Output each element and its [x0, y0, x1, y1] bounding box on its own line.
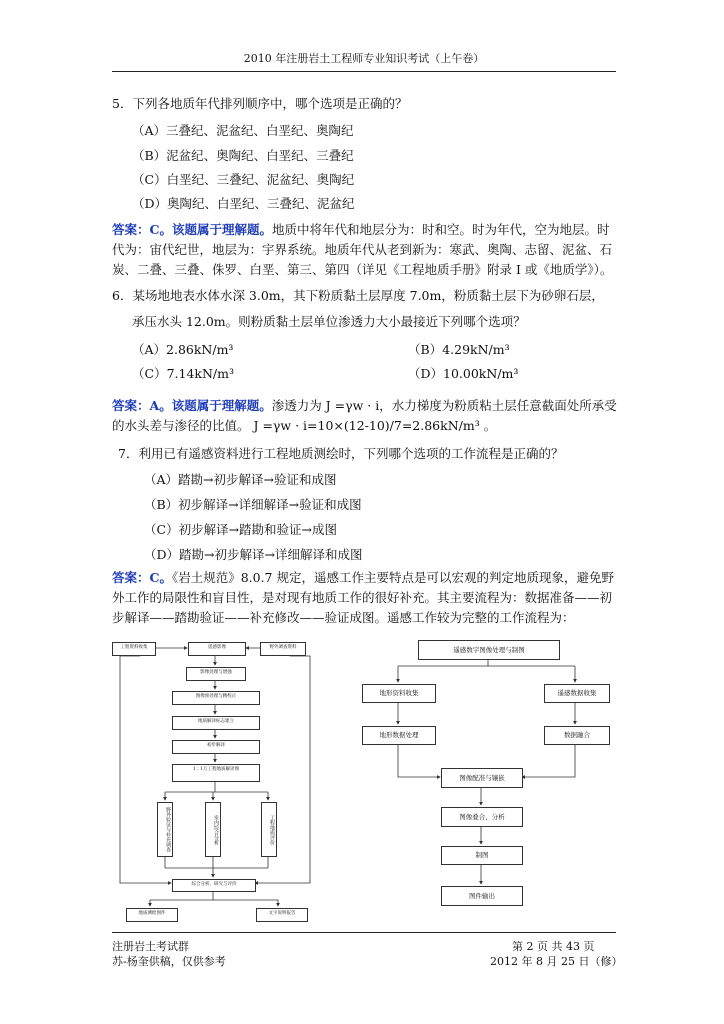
- q6-answer-label: 答案：A。该题属于理解题。: [112, 398, 272, 413]
- q7-stem: 7．利用已有遥感资料进行工程地质测绘时，下列哪个选项的工作流程是正确的？: [118, 446, 564, 461]
- q6-option-c: （C）7.14kN/m³: [132, 366, 234, 381]
- q7-answer-label: 答案：C。: [112, 570, 172, 585]
- right-chain-4: 图件输出: [441, 886, 523, 906]
- q6-answer-line2: 的水头差与渗径的比值。 J =γw · i=10×(12-10)/7=2.86kN/m³ 。: [112, 418, 497, 433]
- footer-page-number: 第 2 页 共 43 页: [512, 940, 595, 953]
- q7-option-d: （D）踏勘→初步解译→详细解译和成图: [144, 547, 363, 562]
- q6-stem-line1: 6．某场地地表水体水深 3.0m，其下粉质黏土层厚度 7.0m，粉质黏土层下为砂卵石层，: [112, 288, 604, 303]
- q7-option-b: （B）初步解译→详细解译→验证和成图: [144, 497, 362, 512]
- left-top-box-3: 野外调查资料: [260, 642, 306, 656]
- left-column-2: 室内综合分析: [205, 802, 221, 857]
- left-top-box-2: 遥感影像: [188, 642, 246, 656]
- right-edge-r3: [522, 744, 575, 777]
- q7-option-c: （C）初步解译→踏勘和验证→成图: [144, 522, 338, 537]
- left-edge-out2: [213, 900, 278, 906]
- q5-answer-label: 答案：C。该题属于理解题。: [112, 222, 272, 237]
- left-edge-out1: [150, 891, 213, 906]
- q7-answer-text: 《岩土规范》8.0.7 规定，遥感工作主要特点是可以宏观的判定地质现象，避免野外工作的局限性和盲目性，是对现有地质工作的很好补充。其主要流程为：数据准备——初步解译——踏勘验证——补充修改——验证成图。遥感工作较为完整的工作流程为：: [112, 570, 614, 625]
- left-step-4: 初步解译: [172, 740, 260, 754]
- q5-option-c: （C）白垩纪、三叠纪、泥盆纪、奥陶纪: [132, 172, 355, 187]
- q5-option-a: （A）三叠纪、泥盆纪、白垩纪、奥陶纪: [132, 123, 354, 138]
- left-column-3: 工程地质评价: [261, 802, 277, 857]
- left-column-1: 野外验证与补充调查: [157, 802, 173, 857]
- q6-option-b: （B）4.29kN/m³: [408, 342, 510, 357]
- q6-option-a: （A）2.86kN/m³: [132, 342, 234, 357]
- left-step-5: 1∶1万工程地质解译图: [172, 764, 260, 782]
- right-chain-2: 图像叠合、分析: [441, 807, 523, 827]
- footer-left-1: 注册岩土考试群: [112, 940, 189, 953]
- left-top-box-1: 工程资料收集: [112, 642, 156, 656]
- left-merge-box: 综合分析、研究与评价: [172, 879, 256, 892]
- left-step-1: 影像处理与增强: [186, 667, 246, 681]
- q6-stem-line2: 承压水头 12.0m。则粉质黏土层单位渗透力大小最接近下列哪个选项？: [132, 314, 526, 329]
- right-chain-3: 制图: [441, 846, 523, 865]
- q6-option-d: （D）10.00kN/m³: [408, 366, 519, 381]
- right-edge-l3: [398, 744, 440, 777]
- left-step-2: 图像预处理与精校正: [172, 691, 260, 705]
- footer-date: 2012 年 8 月 25 日（修）: [490, 955, 623, 968]
- right-right-box-2: 数据融合: [544, 726, 610, 745]
- q5-answer-text: 地质中将年代和地层分为：时和空。时为年代，空为地层。时代为：宙代纪世，地层为：宇界系统。地质年代从老到新为：寒武、奥陶、志留、泥盆、石炭、二叠、三叠、侏罗、白垩、第三、第四（详见《工程地质手册》附录 I 或《地质学》）。: [112, 222, 613, 277]
- q5-option-d: （D）奥陶纪、白垩纪、三叠纪、泥盆纪: [132, 196, 355, 211]
- footer-left-2: 苏-杨奎供稿，仅供参考: [112, 955, 226, 968]
- q5-option-b: （B）泥盆纪、奥陶纪、白垩纪、三叠纪: [132, 148, 354, 163]
- page-header: 2010 年注册岩土工程师专业知识考试（上午卷）: [112, 50, 616, 72]
- q6-answer-text1: 渗透力为 J =γw · i，水力梯度为粉质粘土层任意截面处所承受: [271, 398, 617, 413]
- right-chain-1: 图像配准与镶嵌: [441, 768, 523, 788]
- left-output-1: 地质测绘图件: [126, 908, 178, 922]
- left-step-3: 地质解译标志建立: [172, 716, 260, 730]
- right-left-box-1: 地形资料收集: [362, 684, 436, 703]
- q7-option-a: （A）踏勘→初步解译→验证和成图: [144, 472, 337, 487]
- footer-divider: [112, 932, 616, 933]
- left-output-2: 文字说明报告: [256, 908, 308, 922]
- right-title-box: 遥感数字图像处理与制图: [418, 640, 560, 660]
- q5-stem: 5．下列各地质年代排列顺序中，哪个选项是正确的？: [112, 96, 408, 111]
- right-left-box-2: 地形数据处理: [362, 726, 436, 745]
- right-right-box-1: 遥感数据收集: [544, 684, 610, 703]
